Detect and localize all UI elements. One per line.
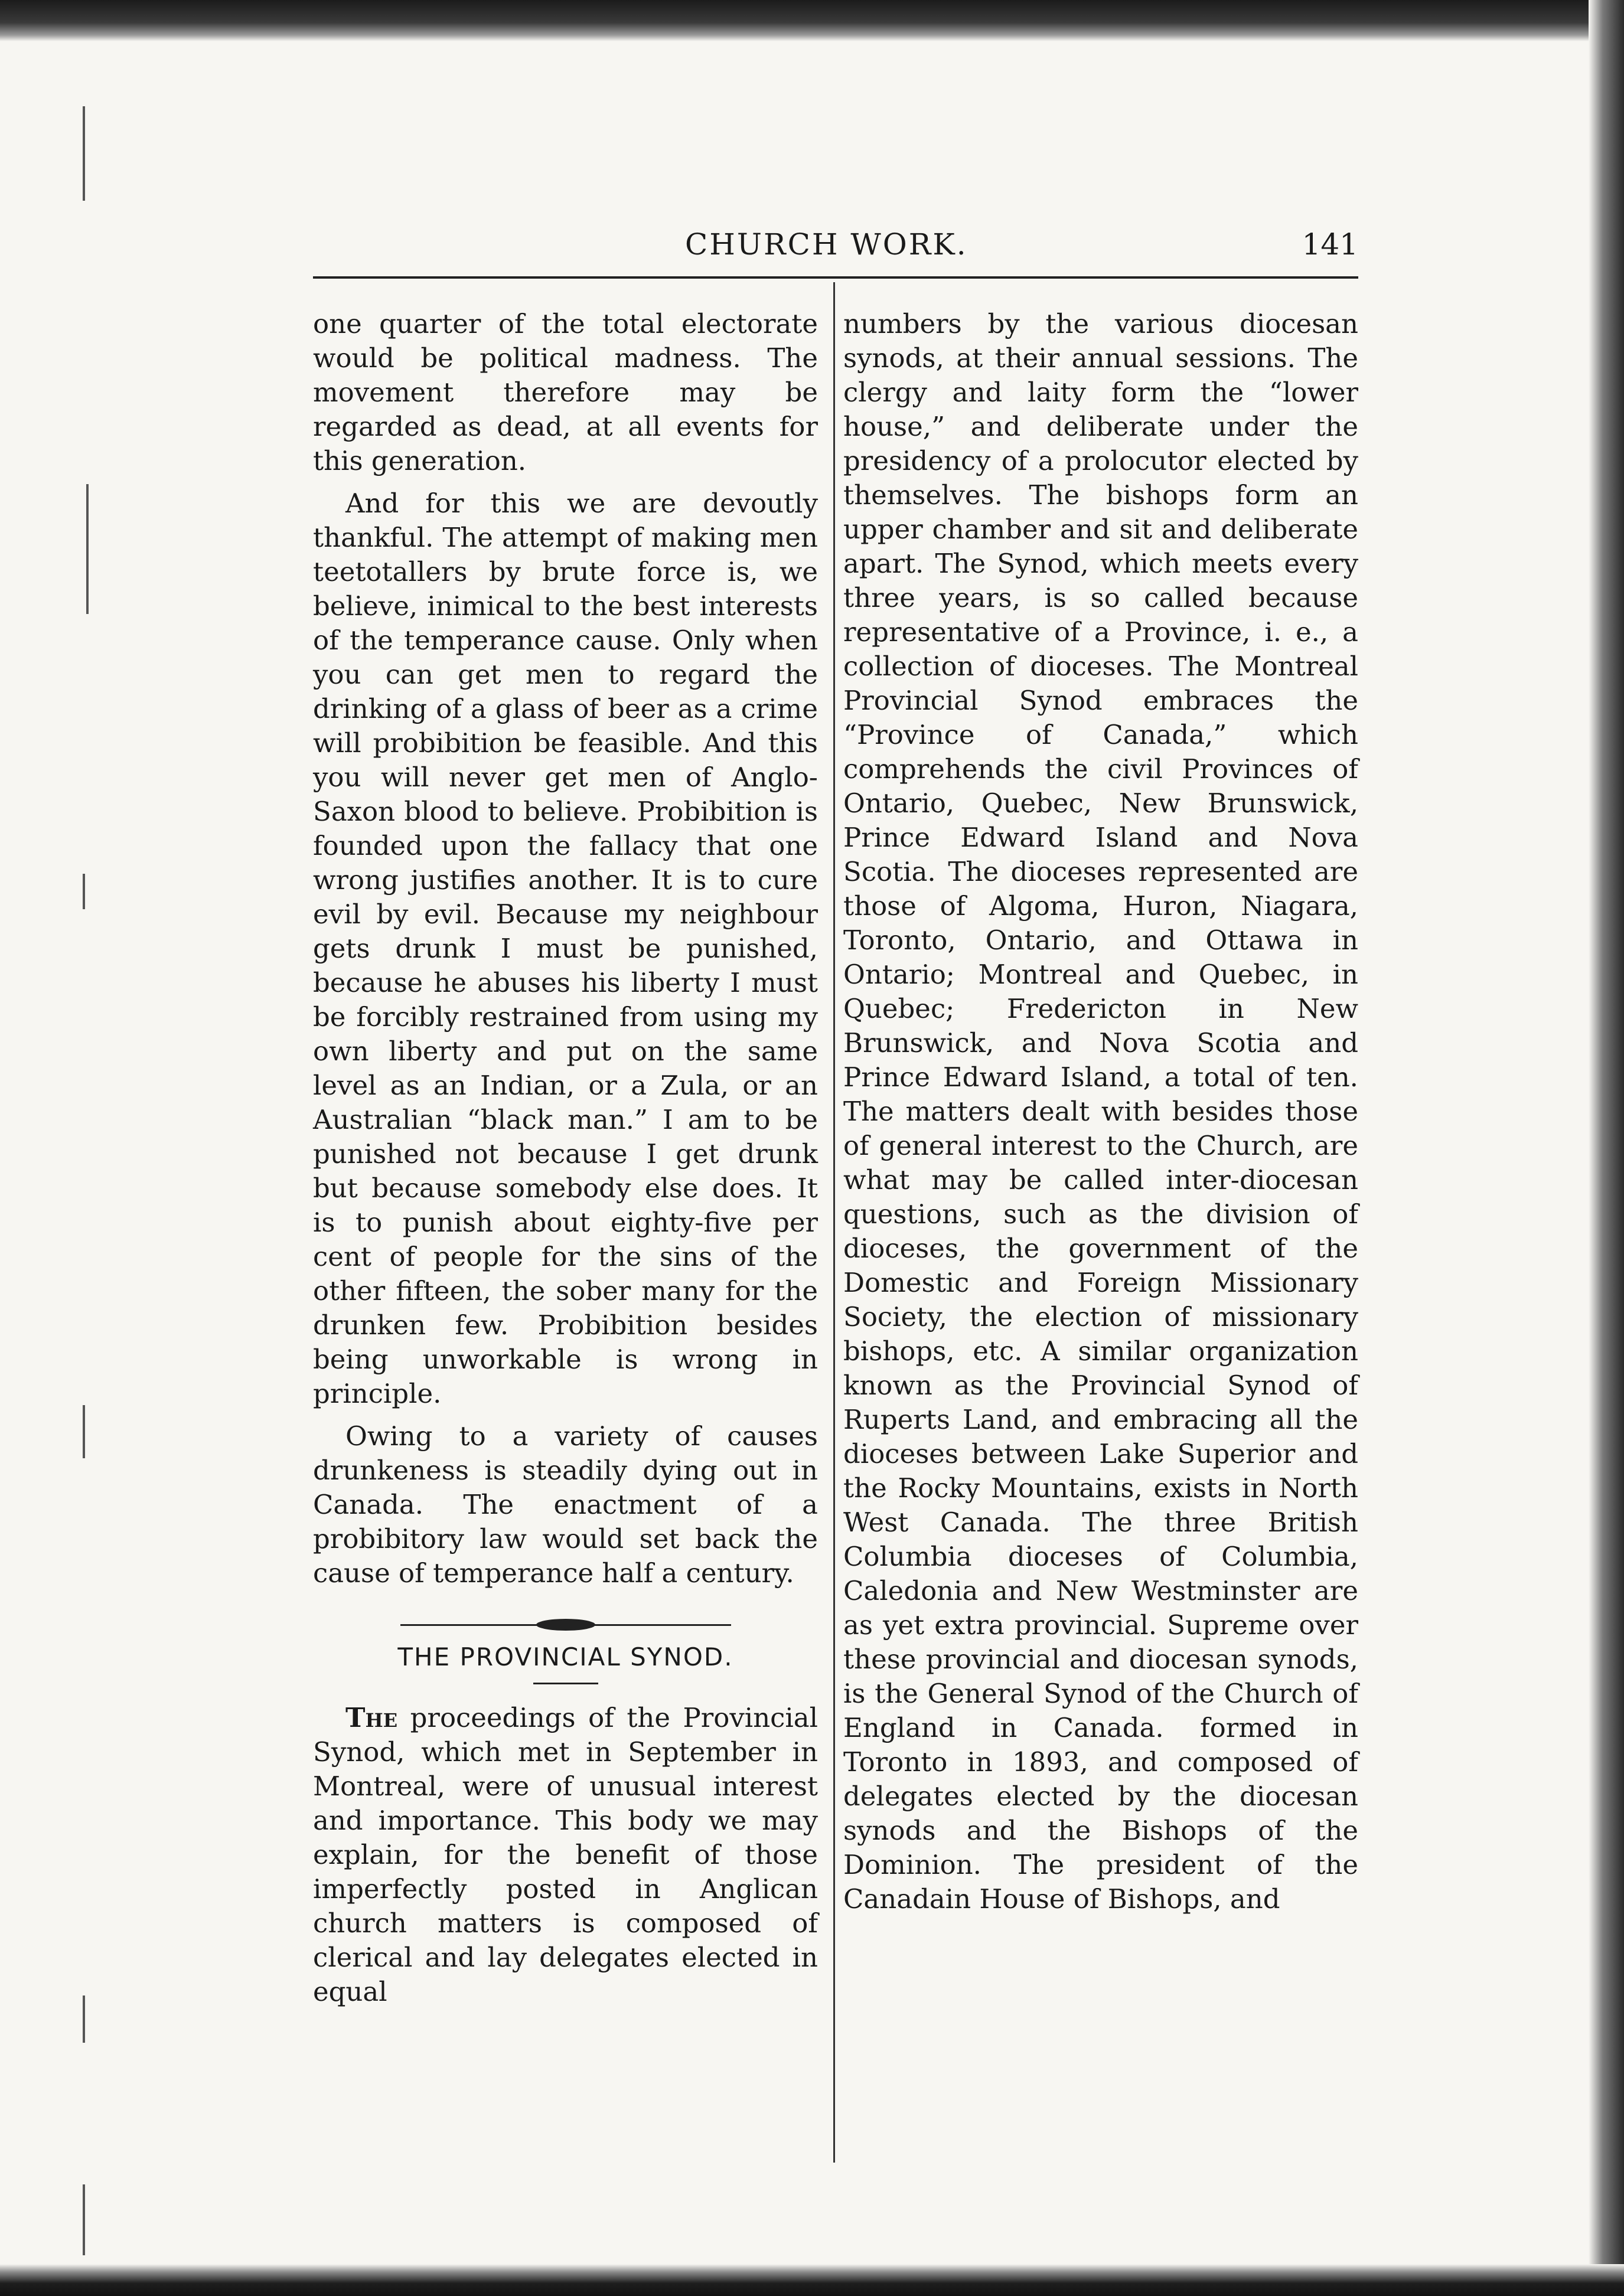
- page-number: 141: [1302, 227, 1358, 262]
- page-header: [313, 227, 1358, 269]
- scan-top-edge: [0, 0, 1624, 41]
- paragraph: one quarter of the total electorate would be political madness. The movement therefore may be regarded as dead, at all events for this generation.: [313, 308, 818, 476]
- scan-right-edge: [1589, 0, 1624, 2296]
- column-divider: [833, 282, 835, 2163]
- paragraph-text: proceedings of the Provincial Synod, which met in September in Montreal, were of unusual interest and importance. This body we may explain, for the benefit of those imperfectly posted in Anglican church matters is composed of clerical and lay delegates elected in equal: [313, 1702, 818, 2007]
- section-ornament: [400, 1619, 731, 1631]
- running-head: CHURCH WORK.: [685, 227, 968, 262]
- paragraph: And for this we are devoutly thankful. The attempt of making men teetotallers by brute force is, we believe, inimical to the best interests of the temperance cause. Only when you can get men to regard the drinking of a glass of beer as a crime will probibition be feasible. And this you will never get men of Anglo-Saxon blood to believe. Probibition is founded upon the fallacy that one wrong justifies another. It is to cure evil by evil. Because my neighbour gets drunk I must be punished, because he abuses his liberty I must be forcibly restrained from using my own liberty and put on the same level as an Indian, or a Zula, or an Australian “black man.” I am to be punished not because I get drunk but because somebody else does. It is to punish about eighty-five per cent of people for the sins of the other fifteen, the sober many for the drunken few. Probibition besides being unworkable is wrong in principle.: [313, 488, 818, 1409]
- paragraph: Owing to a variety of causes drunkeness is steadily dying out in Canada. The enactment of a probibitory law would set back the cause of temperance half a century.: [313, 1420, 818, 1589]
- header-rule: [313, 276, 1358, 279]
- title-rule: [533, 1683, 598, 1684]
- binding-marks: [83, 106, 94, 2232]
- right-column: [843, 307, 1358, 1925]
- paragraph: [313, 1701, 818, 2009]
- paragraph: numbers by the various diocesan synods, at their annual sessions. The clergy and laity form the “lower house,” and deliberate under the presidency of a prolocutor elected by themselves. The bishops form an upper chamber and sit and deliberate apart. The Synod, which meets every three years, is so called because representative of a Province, i. e., a collection of dioceses. The Montreal Provincial Synod embraces the “Province of Canada,” which comprehends the civil Provinces of Ontario, Quebec, New Brunswick, Prince Edward Island and Nova Scotia. The dioceses represented are those of Algoma, Huron, Niagara, Toronto, Ontario, and Ottawa in Ontario; Montreal and Quebec, in Quebec; Fredericton in New Brunswick, and Nova Scotia and Prince Edward Island, a total of ten. The matters dealt with besides those of general interest to the Church, are what may be called inter-diocesan questions, such as the division of dioceses, the government of the Domestic and Foreign Missionary Society, the election of missionary bishops, etc. A similar organization known as the Provincial Synod of Ruperts Land, and embracing all the dioceses between Lake Superior and the Rocky Mountains, exists in North West Canada. The three British Columbia dioceses of Columbia, Caledonia and New Westminster are as yet extra provincial. Supreme over these provincial and diocesan synods, is the General Synod of the Church of England in Canada. formed in Toronto in 1893, and composed of delegates elected by the diocesan synods and the Bishops of the Dominion. The president of the Canadain House of Bishops, and: [843, 308, 1358, 1915]
- scan-bottom-edge: [0, 2264, 1624, 2296]
- section-title: THE PROVINCIAL SYNOD.: [397, 1642, 733, 1671]
- lead-word: The: [345, 1702, 398, 1733]
- left-column: [313, 307, 818, 2017]
